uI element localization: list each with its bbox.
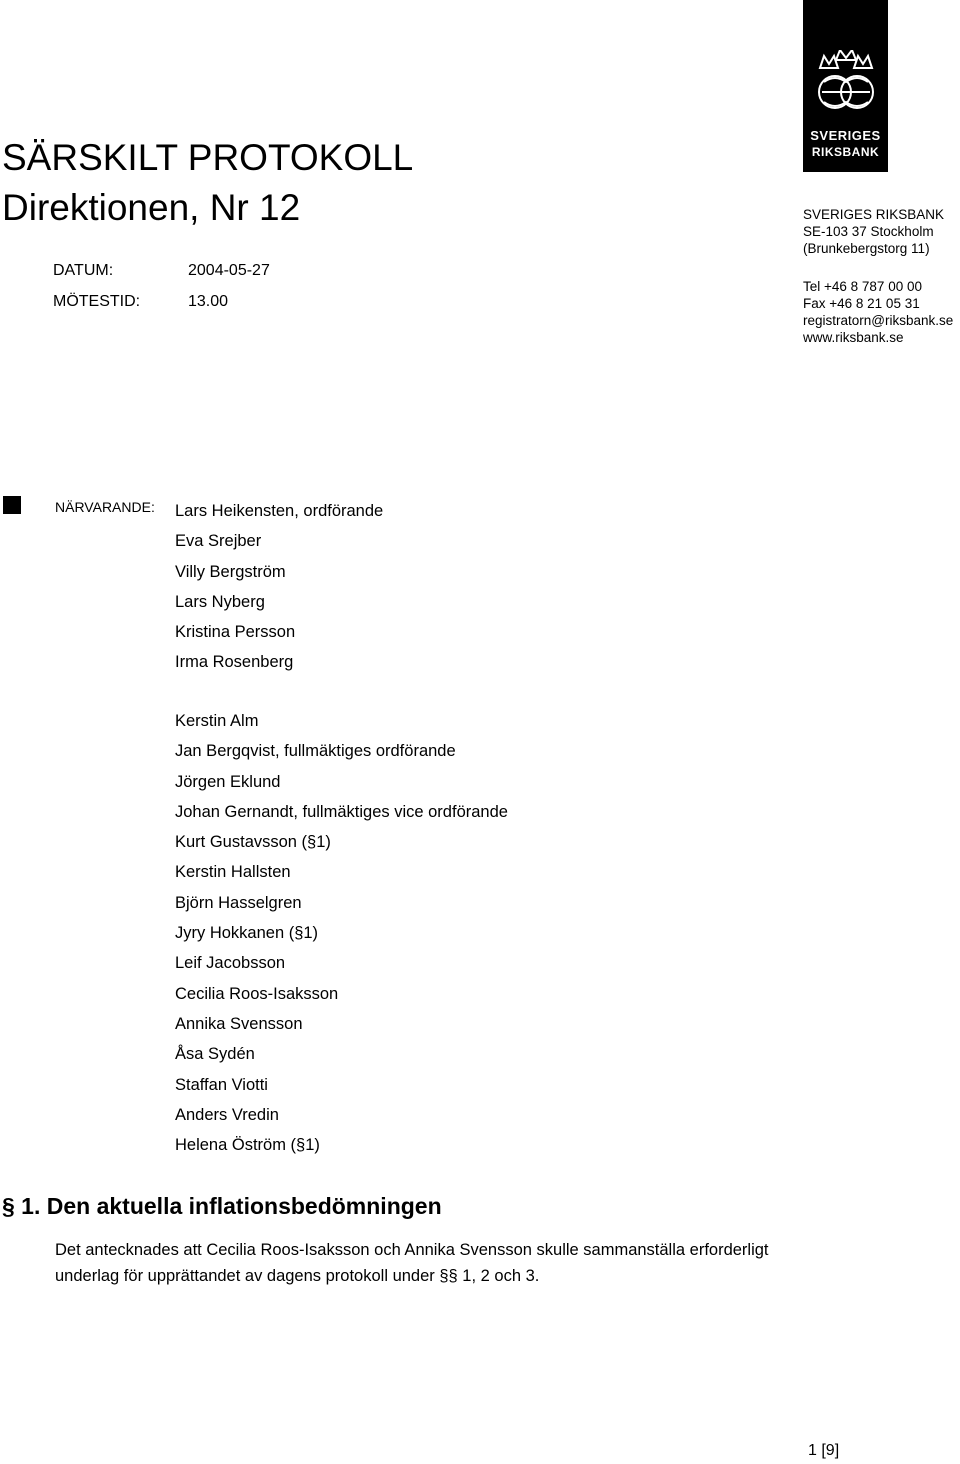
attendee: Cecilia Roos-Isaksson	[175, 984, 339, 1003]
address-email: registratorn@riksbank.se	[803, 313, 954, 328]
address-postal: SE-103 37 Stockholm	[803, 224, 934, 239]
address-org: SVERIGES RIKSBANK	[803, 207, 945, 222]
attendance-group-council	[175, 706, 508, 1160]
attendee: Johan Gernandt, fullmäktiges vice ordförande	[175, 802, 508, 821]
meeting-time-value: 13.00	[188, 293, 229, 310]
attendee: Leif Jacobsson	[175, 954, 286, 973]
attendee: Lars Heikensten, ordförande	[175, 502, 384, 520]
attendee: Jyry Hokkanen (§1)	[175, 924, 319, 943]
crown-emblem-icon	[814, 50, 878, 122]
attendance-label: NÄRVARANDE:	[55, 499, 155, 515]
attendee: Irma Rosenberg	[175, 653, 294, 672]
attendee: Lars Nyberg	[175, 592, 265, 611]
meeting-time-label: MÖTESTID:	[53, 293, 141, 310]
attendee: Staffan Viotti	[175, 1075, 268, 1094]
attendee: Kristina Persson	[175, 623, 296, 642]
bullet-square-icon	[3, 496, 21, 514]
attendee: Annika Svensson	[175, 1014, 303, 1033]
address-web: www.riksbank.se	[803, 330, 904, 345]
document-subtitle: Direktionen, Nr 12	[2, 187, 301, 228]
logo-text-sveriges: SVERIGES	[810, 128, 881, 143]
logo-text-riksbank: RIKSBANK	[811, 145, 880, 159]
section-body: Det antecknades att Cecilia Roos-Isaksson och Annika Svensson skulle sammanställa erforderligt underlag för upprättandet av dagens protokoll under §§ 1, 2 och 3.	[55, 1241, 769, 1285]
attendee: Åsa Sydén	[175, 1045, 255, 1064]
attendee: Kurt Gustavsson (§1)	[175, 833, 331, 852]
address-street: (Brunkebergstorg 11)	[803, 241, 930, 256]
attendee: Villy Bergström	[175, 562, 286, 581]
attendee: Jörgen Eklund	[175, 772, 281, 791]
page-number: 1 [9]	[808, 1442, 840, 1459]
attendee: Anders Vredin	[175, 1105, 279, 1124]
attendance-group-board	[175, 496, 383, 678]
riksbank-logo	[803, 0, 888, 172]
document-title: SÄRSKILT PROTOKOLL	[2, 137, 414, 178]
section-heading: § 1. Den aktuella inflationsbedömningen	[2, 1193, 442, 1219]
attendee: Eva Srejber	[175, 532, 262, 551]
address-fax: Fax +46 8 21 05 31	[803, 296, 920, 311]
attendee: Kerstin Alm	[175, 712, 259, 730]
address-tel: Tel +46 8 787 00 00	[803, 279, 922, 294]
attendee: Kerstin Hallsten	[175, 863, 291, 882]
attendee: Björn Hasselgren	[175, 893, 302, 912]
date-label: DATUM:	[53, 262, 114, 279]
attendee: Jan Bergqvist, fullmäktiges ordförande	[175, 742, 456, 761]
attendee: Helena Öström (§1)	[175, 1136, 320, 1155]
date-value: 2004-05-27	[188, 262, 270, 279]
